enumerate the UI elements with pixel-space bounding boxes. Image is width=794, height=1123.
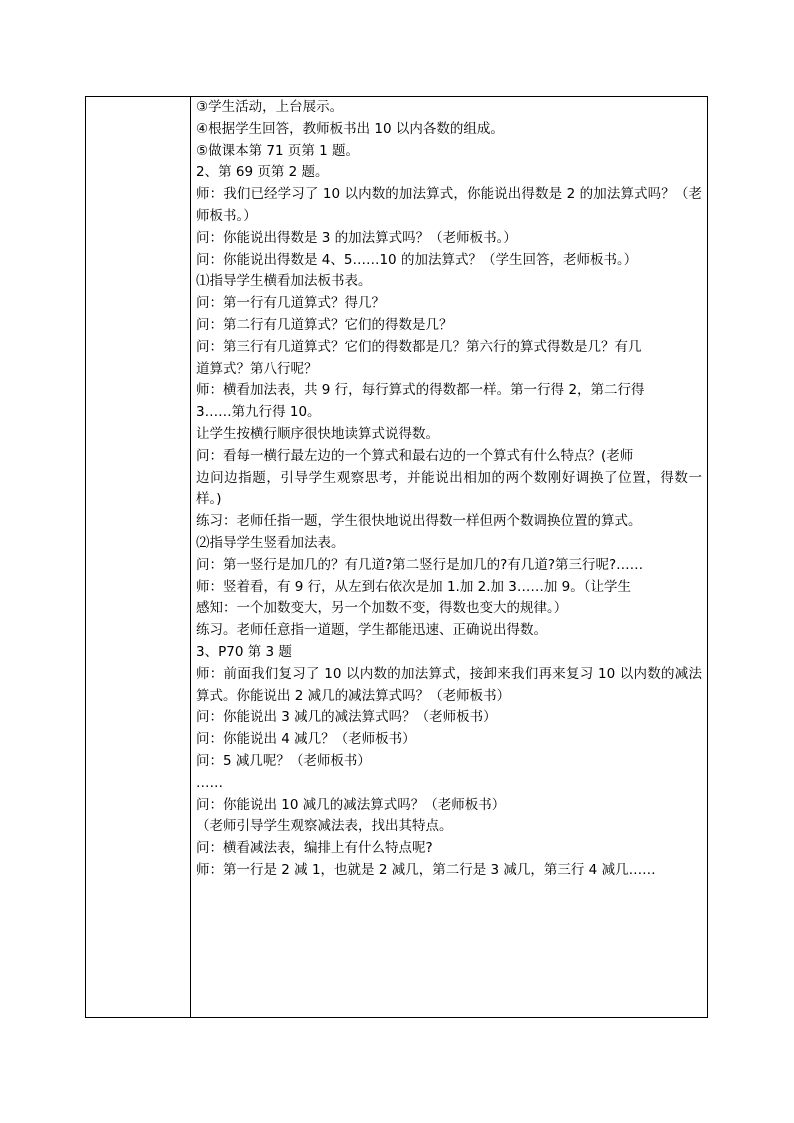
text-line: 问：第一竖行是加几的？有几道?第二竖行是加几的?有几道?第三行呢?…… xyxy=(196,556,644,573)
text-line: 3、P70 第 3 题 xyxy=(196,643,292,660)
text-line: 道算式？第八行呢？ xyxy=(196,360,318,377)
text-line: 问：第二行有几道算式？它们的得数是几？ xyxy=(196,316,453,333)
text-line: ③学生活动，上台展示。 xyxy=(196,99,344,115)
text-line: ⑵指导学生竖看加法表。 xyxy=(196,534,345,551)
text-line: 问：第一行有几道算式？得几？ xyxy=(196,295,385,312)
text-line: 问：你能说出 4 减几？（老师板书） xyxy=(196,731,416,748)
text-line: 让学生按横行顺序很快地读算式说得数。 xyxy=(196,425,439,442)
text-line: …… xyxy=(196,774,223,791)
text-line: 师：横看加法表，共 9 行，每行算式的得数都一样。第一行得 2，第二行得 xyxy=(196,382,645,399)
text-line: ④根据学生回答，教师板书出 10 以内各数的组成。 xyxy=(196,120,504,137)
text-line: 问：你能说出 3 减几的减法算式吗？（老师板书） xyxy=(196,709,497,726)
text-line: 师：第一行是 2 减 1，也就是 2 减几，第二行是 3 减几，第三行 4 减几…… xyxy=(196,861,656,878)
text-line: 问：横看减法表，编排上有什么特点呢? xyxy=(196,840,433,857)
text-line: 练习。老师任意指一道题，学生都能迅速、正确说出得数。 xyxy=(196,622,547,639)
text-line: 3……第九行得 10。 xyxy=(196,404,321,421)
column-divider xyxy=(190,97,191,1017)
text-line: 边问边指题，引导学生观察思考，并能说出相加的两个数刚好调换了位置，得数一样。) xyxy=(196,469,702,508)
text-line: （老师引导学生观察减法表，找出其特点。 xyxy=(196,818,453,835)
lesson-table xyxy=(85,96,708,1018)
text-line: 师：前面我们复习了 10 以内数的加法算式，接卸来我们再来复习 10 以内数的减法算式。你能说出 2 减几的减法算式吗？（老师板书） xyxy=(196,665,702,704)
text-line: ⑴指导学生横看加法板书表。 xyxy=(196,273,372,290)
text-line: 问：5 减几呢？（老师板书） xyxy=(196,752,371,769)
text-line: 问：你能说出 10 减几的减法算式吗？（老师板书） xyxy=(196,796,506,813)
text-line: 2、第 69 页第 2 题。 xyxy=(196,164,329,181)
text-line: 问：你能说出得数是 4、5……10 的加法算式？（学生回答，老师板书。） xyxy=(196,251,638,268)
text-line: 问：看每一横行最左边的一个算式和最右边的一个算式有什么特点？(老师 xyxy=(196,447,634,464)
text-line: 感知：一个加数变大，另一个加数不变，得数也变大的规律。） xyxy=(196,600,568,617)
text-line: 问：你能说出得数是 3 的加法算式吗？（老师板书。） xyxy=(196,229,517,246)
text-line: 师：我们已经学习了 10 以内数的加法算式，你能说出得数是 2 的加法算式吗？（老师板书。） xyxy=(196,186,702,224)
text-line: 问：第三行有几道算式？它们的得数都是几？第六行的算式得数是几？有几 xyxy=(196,338,642,355)
text-line: 师：竖着看，有 9 行，从左到右依次是加 1.加 2.加 3……加 9。（让学生 xyxy=(196,578,632,595)
text-line: 练习：老师任指一题，学生很快地说出得数一样但两个数调换位置的算式。 xyxy=(196,513,642,530)
lesson-content-cell xyxy=(196,97,702,882)
text-line: ⑤做课本第 71 页第 1 题。 xyxy=(196,142,360,159)
